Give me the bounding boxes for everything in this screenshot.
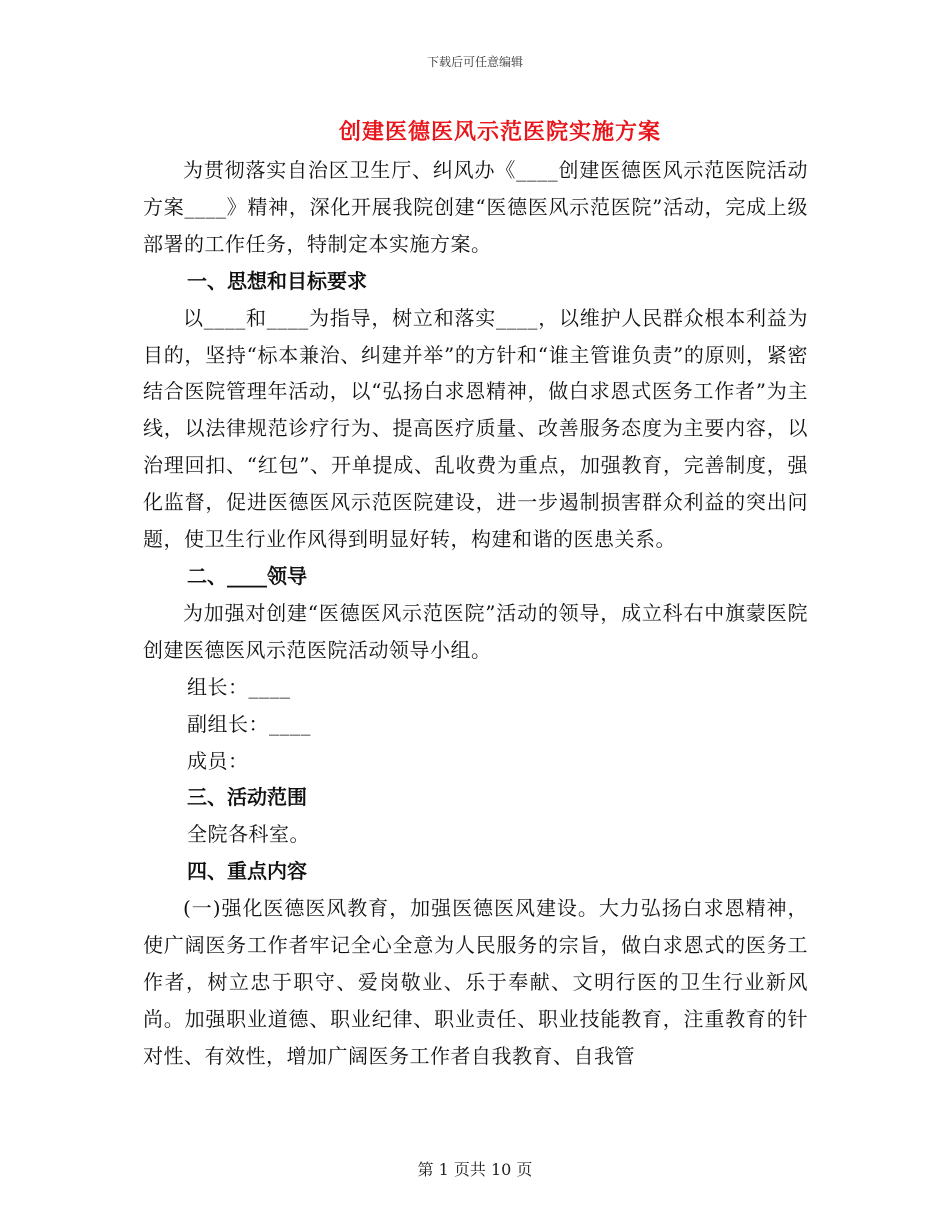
section-1-heading: 一、思想和目标要求 [187, 268, 367, 293]
page-footer: 第 1 页共 10 页 [417, 1160, 533, 1179]
section-2-paragraph: 为加强对创建“医德医风示范医院”活动的领导，成立科右中旗蒙医院创建医德医风示范医院活动领导小组。 [143, 600, 808, 662]
document-title: 创建医德医风示范医院实施方案 [338, 119, 661, 145]
section-4-paragraph: (一)强化医德医风教育，加强医德医风建设。大力弘扬白求恩精神，使广阔医务工作者牢记全心全意为人民服务的宗旨，做白求恩式的医务工作者，树立忠于职守、爱岗敬业、乐于奉献、文明行医的卫生行业新风尚。加强职业道德、职业纪律、职业责任、职业技能教育，注重教育的针对性、有效性，增加广阔医务工作者自我教育、自我管 [143, 896, 808, 1068]
members-line: 成员： [187, 748, 249, 773]
section-3-paragraph: 全院各科室。 [187, 822, 310, 847]
header-note: 下载后可任意编辑 [426, 55, 523, 69]
section-3-heading: 三、活动范围 [187, 785, 307, 810]
section-1-paragraph: 以____和____为指导，树立和落实____，以维护人民群众根本利益为目的，坚持“标本兼治、纠建并举”的方针和“谁主管谁负责”的原则，紧密结合医院管理年活动，以“弘扬白求恩精神，做白求恩式医务工作者”为主线，以法律规范诊疗行为、提高医疗质量、改善服务态度为主要内容，以治理回扣、“红包”、开单提成、乱收费为重点，加强教育，完善制度，强化监督，促进医德医风示范医院建设，进一步遏制损害群众利益的突出问题，使卫生行业作风得到明显好转，构建和谐的医患关系。 [143, 305, 808, 552]
leader-line: 组长：____ [187, 674, 291, 699]
section-2-heading: 二、____领导 [187, 563, 307, 588]
intro-paragraph: 为贯彻落实自治区卫生厅、纠风办《____创建医德医风示范医院活动方案____》精神，深化开展我院创建“医德医风示范医院”活动，完成上级部署的工作任务，特制定本实施方案。 [143, 158, 808, 256]
document-body [143, 152, 808, 1075]
section-4-heading: 四、重点内容 [187, 859, 307, 884]
vice-leader-line: 副组长：____ [187, 711, 311, 736]
